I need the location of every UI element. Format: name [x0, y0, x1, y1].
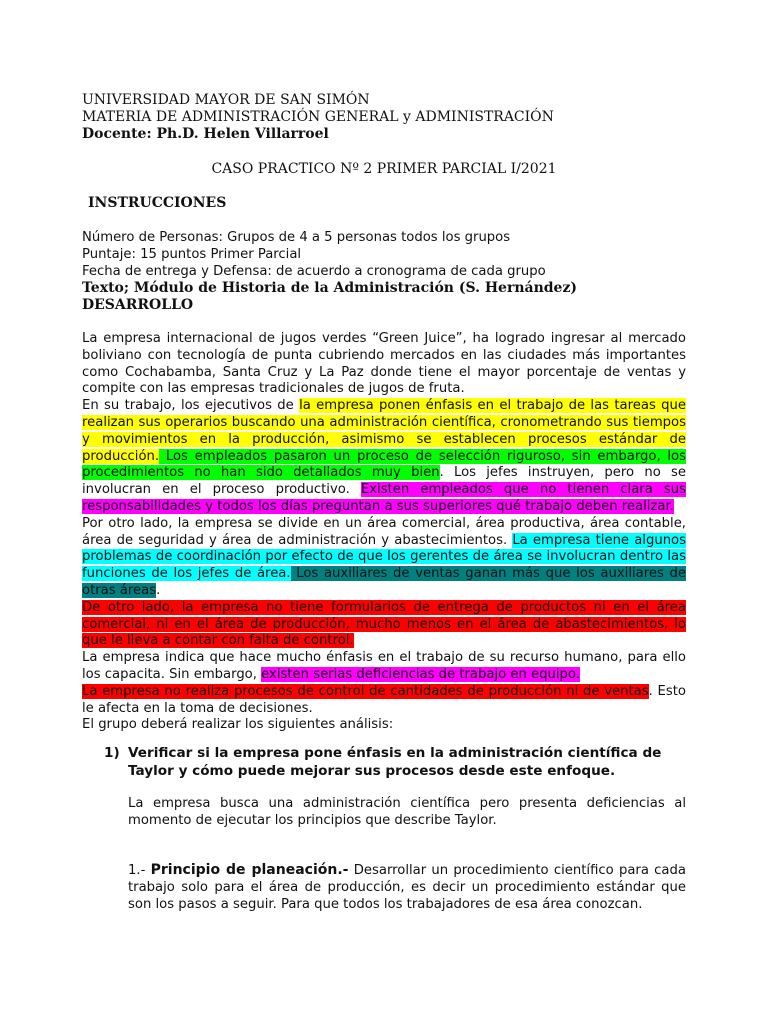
text-run: . Los jefes instruyen, pero no se involucran en el proceso productivo. — [82, 465, 686, 498]
highlight-green: Los empleados pasaron un proceso de selección riguroso, sin embargo, los procedimientos no han sido detallados muy bien — [82, 448, 686, 481]
answer-intro: La empresa busca una administración científica pero presenta deficiencias al momento de ejecutar los principios que describe Taylor. — [128, 796, 686, 828]
principle-title: Principio de planeación.- — [150, 862, 349, 878]
text-run: Por otro lado, la empresa se divide en un área comercial, área productiva, área contable, área de seguridad y área de administración y abastecimientos. — [82, 515, 686, 548]
question-number: 1) — [104, 745, 120, 761]
paragraph-2 — [82, 398, 686, 516]
info-personas: Número de Personas: Grupos de 4 a 5 personas todos los grupos — [82, 230, 511, 245]
principle-text: Desarrollar un procedimiento científico para cada trabajo solo para el área de producción, es decir un procedimiento estándar que son los pasos a seguir. Para que todos los trabajadores de esa área conozcan. — [128, 863, 686, 912]
highlight-cyan: La empresa tiene algunos problemas de coordinación por efecto de que los gerentes de área se involucran dentro las funciones de los jefes de área. — [82, 532, 686, 582]
paragraph-1: La empresa internacional de jugos verdes “Green Juice”, ha logrado ingresar al mercado boliviano con tecnología de punta cubriendo mercados en las ciudades más importantes como Cochabamba, Santa Cruz y La Paz donde tiene el mayor porcentaje de ventas y compite con las empresas tradicionales de jugos de fruta. — [82, 331, 686, 397]
info-puntaje: Puntaje: 15 puntos Primer Parcial — [82, 247, 302, 262]
course-name: MATERIA DE ADMINISTRACIÓN GENERAL y ADMINISTRACIÓN — [82, 109, 554, 125]
info-fecha: Fecha de entrega y Defensa: de acuerdo a cronograma de cada grupo — [82, 264, 546, 279]
instructions-info — [82, 229, 577, 314]
info-desarrollo: DESARROLLO — [82, 297, 194, 313]
case-title: CASO PRACTICO Nº 2 PRIMER PARCIAL I/2021 — [211, 161, 557, 177]
question-text: Verificar si la empresa pone énfasis en la administración científica de Taylor y cómo puede mejorar sus procesos desde este enfoque. — [128, 745, 662, 779]
paragraph-6 — [82, 684, 686, 718]
paragraph-4 — [82, 600, 686, 650]
principle-number: 1.- — [128, 863, 151, 878]
question-1 — [104, 744, 686, 780]
principle-1 — [128, 862, 686, 913]
paragraph-5 — [82, 650, 686, 684]
text-run: En su trabajo, los ejecutivos de — [82, 398, 300, 414]
case-body — [82, 331, 686, 734]
highlight-yellow: la empresa ponen énfasis en el trabajo de las tareas que realizan sus operarios buscando una administración científica, cronometrando sus tiempos y movimientos en la producción, asimismo se establecen procesos estándar de producción. — [82, 398, 686, 464]
text-run: . Esto le afecta en la toma de decisiones. — [82, 683, 686, 716]
highlight-magenta: Existen empleados que no tienen clara sus responsabilidades y todos los días preguntan a sus superiores qué trabajo deben realizar. — [82, 482, 686, 514]
paragraph-3 — [82, 516, 686, 600]
teacher-name: Docente: Ph.D. Helen Villarroel — [82, 126, 329, 142]
text-run: La empresa indica que hace mucho énfasis en el trabajo de su recurso humano, para ello los capacita. Sin embargo, — [82, 650, 686, 682]
highlight-teal: Los auxiliares de ventas ganan más que los auxiliares de otras áreas — [82, 566, 686, 598]
highlight-red: La empresa no realiza procesos de control de cantidades de producción ni de ventas — [82, 683, 649, 699]
document-header — [82, 92, 554, 143]
university-name: UNIVERSIDAD MAYOR DE SAN SIMÓN — [82, 92, 370, 108]
instructions-heading: INSTRUCCIONES — [88, 195, 227, 211]
info-texto: Texto; Módulo de Historia de la Administración (S. Hernández) — [82, 280, 578, 296]
text-run: De otro lado, — [82, 599, 182, 615]
highlight-magenta: existen serias deficiencias de trabajo en equipo. — [261, 666, 580, 682]
paragraph-7: El grupo deberá realizar los siguientes análisis: — [82, 717, 394, 733]
text-run: . — [156, 582, 161, 598]
highlight-red: la empresa no tiene formularios de entrega de productos ni en el área comercial, ni en el área de producción, mucho menos en el área de abastecimientos, lo que le lleva a contar con falta de control. — [82, 599, 686, 649]
